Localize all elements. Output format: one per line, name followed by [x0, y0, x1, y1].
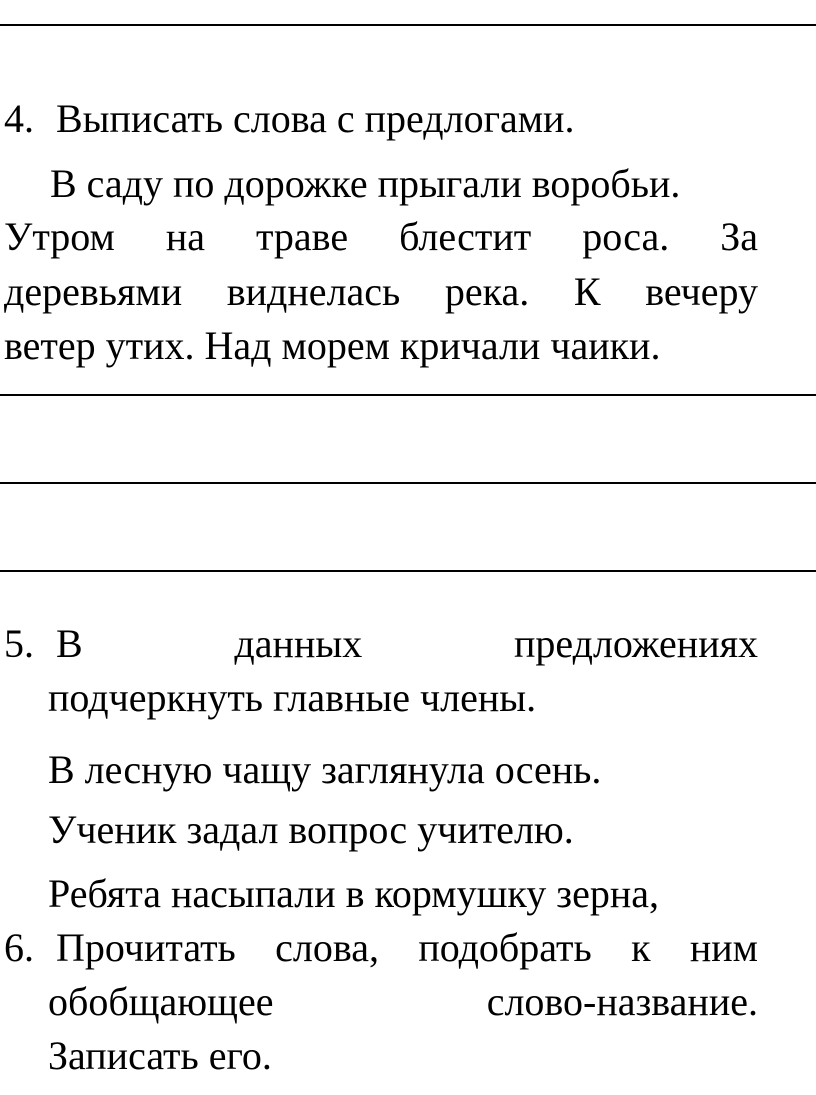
task-5-title-line-2: подчеркнуть главные члены. [48, 675, 537, 720]
task-4-text-line-3: деревьями виднелась река. К вечеру [4, 269, 758, 314]
task-6-title-line-3: Записать его. [48, 1033, 272, 1078]
task-4-text-line-2: Утром на траве блестит роса. За [4, 214, 758, 259]
task-5-number: 5. [4, 621, 34, 666]
task-4-text-line-4: ветер утих. Над морем кричали чаики. [4, 323, 661, 368]
answer-line-top [0, 24, 816, 26]
task-6-title-line-1: Прочитать слова, подобрать к ним [56, 925, 758, 970]
task-5-sentence-2: Ученик задал вопрос учителю. [48, 807, 574, 852]
answer-line-3 [0, 570, 816, 572]
task-4-number: 4. [4, 96, 34, 141]
task-4-text-line-1: В саду по дорожке прыгали воробьи. [50, 161, 681, 206]
answer-line-1 [0, 394, 816, 396]
task-5-sentence-1: В лесную чащу заглянула осень. [48, 747, 602, 792]
task-5-sentence-3: Ребята насыпали в кормушку зерна, [48, 871, 659, 916]
task-4-title: Выписать слова с предлогами. [56, 96, 575, 141]
task-5-title-line-1: В данных предложениях [56, 621, 758, 666]
task-6-title-line-2: обобщающее слово-название. [48, 979, 758, 1024]
answer-line-2 [0, 482, 816, 484]
task-6-number: 6. [4, 925, 34, 970]
